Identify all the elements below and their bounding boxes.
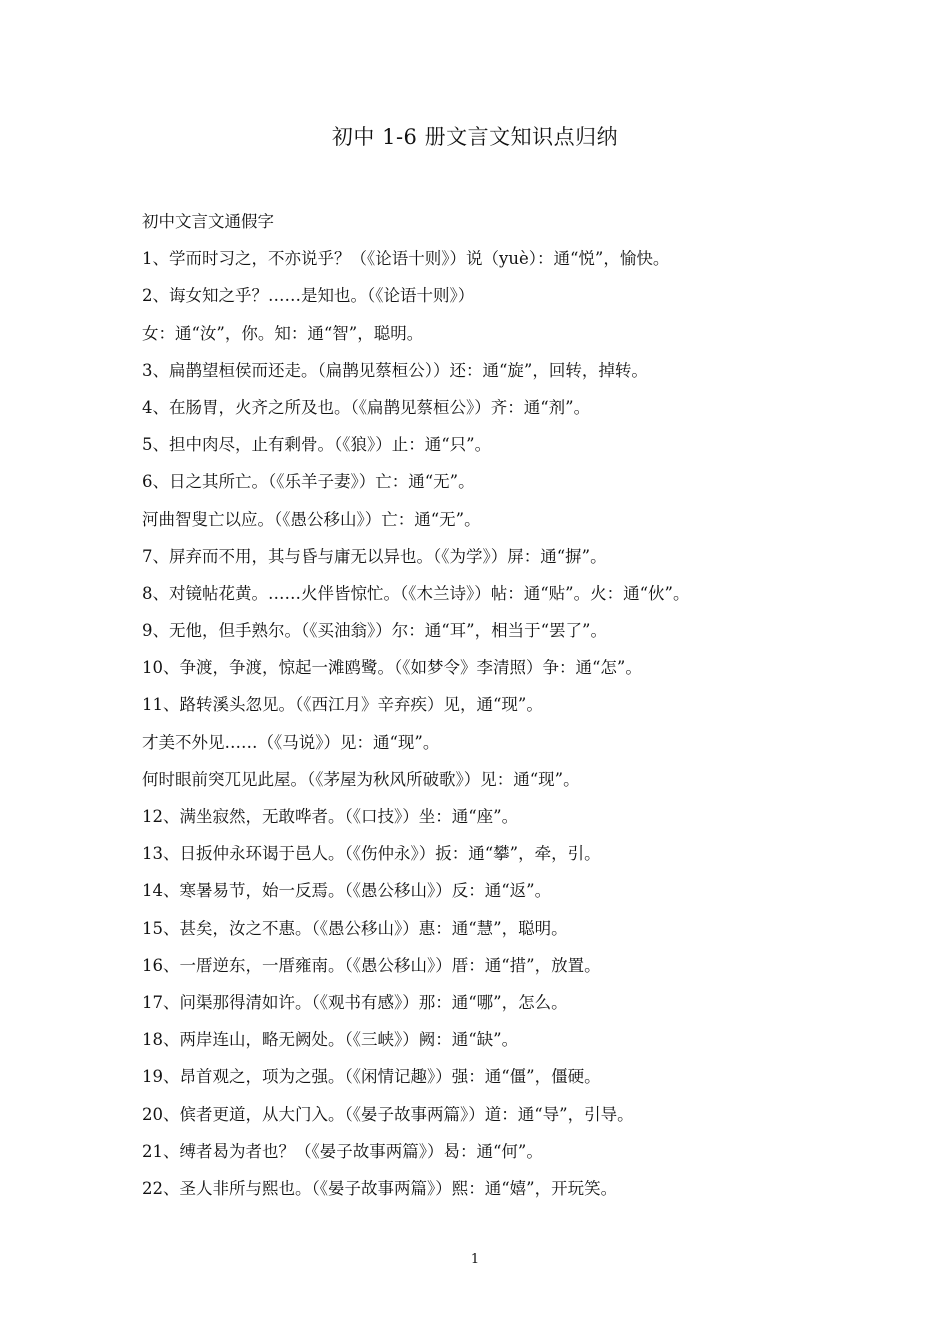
list-item: 13、日扳仲永环谒于邑人。（《伤仲永》）扳：通“攀”，牵，引。: [142, 844, 601, 864]
list-item: 22、圣人非所与熙也。（《晏子故事两篇》）熙：通“嬉”，开玩笑。: [142, 1178, 618, 1198]
list-item: 4、在肠胃，火齐之所及也。（《扁鹊见蔡桓公》）齐：通“剂”。: [142, 397, 591, 417]
list-item: 1、学而时习之，不亦说乎？（《论语十则》）说（yuè）：通“悦”，愉快。: [142, 249, 670, 269]
list-item: 16、一厝逆东，一厝雍南。（《愚公移山》）厝：通“措”，放置。: [142, 955, 601, 975]
list-item: 15、甚矣，汝之不惠。（《愚公移山》）惠：通“慧”，聪明。: [142, 918, 568, 938]
list-item: 3、扁鹊望桓侯而还走。（扁鹊见蔡桓公））还：通“旋”，回转，掉转。: [142, 360, 648, 380]
list-item: 8、对镜帖花黄。……火伴皆惊忙。（《木兰诗》）帖：通“贴”。火：通“伙”。: [142, 583, 690, 603]
list-item: 14、寒暑易节，始一反焉。（《愚公移山》）反：通“返”。: [142, 881, 552, 901]
list-item: 21、缚者曷为者也？（《晏子故事两篇》）曷：通“何”。: [142, 1141, 543, 1161]
list-item: 17、问渠那得清如许。（《观书有感》）那：通“哪”，怎么。: [142, 992, 568, 1012]
list-item: 9、无他，但手熟尔。（《买油翁》）尔：通“耳”，相当于“罢了”。: [142, 621, 607, 641]
section-heading: 初中文言文通假字: [142, 212, 274, 231]
list-item: 2、诲女知之乎？……是知也。（《论语十则》）: [142, 286, 475, 306]
list-item: 19、昂首观之，项为之强。（《闲情记趣》）强：通“僵”，僵硬。: [142, 1067, 601, 1087]
list-item: 12、满坐寂然，无敢哗者。（《口技》）坐：通“座”。: [142, 807, 519, 826]
list-item: 何时眼前突兀见此屋。（《茅屋为秋风所破歌》）见：通“现”。: [142, 769, 580, 789]
list-item: 才美不外见……（《马说》）见：通“现”。: [142, 732, 440, 752]
list-item: 11、路转溪头忽见。（《西江月》辛弃疾）见，通“现”。: [142, 695, 543, 715]
document-body: [142, 203, 862, 1207]
list-item: 6、日之其所亡。（《乐羊子妻》）亡：通“无”。: [142, 472, 475, 492]
list-item: 10、争渡，争渡，惊起一滩鸥鹭。（《如梦令》李清照）争：通“怎”。: [142, 658, 642, 678]
list-item: 7、屏弃而不用，其与昏与庸无以异也。（《为学》）屏：通“摒”。: [142, 546, 607, 566]
list-item: 20、傧者更道，从大门入。（《晏子故事两篇》）道：通“导”，引导。: [142, 1104, 634, 1124]
page-number: 1: [470, 1252, 480, 1267]
document-title: 初中 1-6 册文言文知识点归纳: [331, 125, 619, 149]
list-item: 18、两岸连山，略无阙处。（《三峡》）阙：通“缺”。: [142, 1030, 519, 1050]
list-item: 5、担中肉尽，止有剩骨。（《狼》）止：通“只”。: [142, 435, 492, 455]
list-item: 河曲智叟亡以应。（《愚公移山》）亡：通“无”。: [142, 509, 481, 529]
list-item: 女：通“汝”，你。知：通“智”，聪明。: [142, 323, 424, 343]
